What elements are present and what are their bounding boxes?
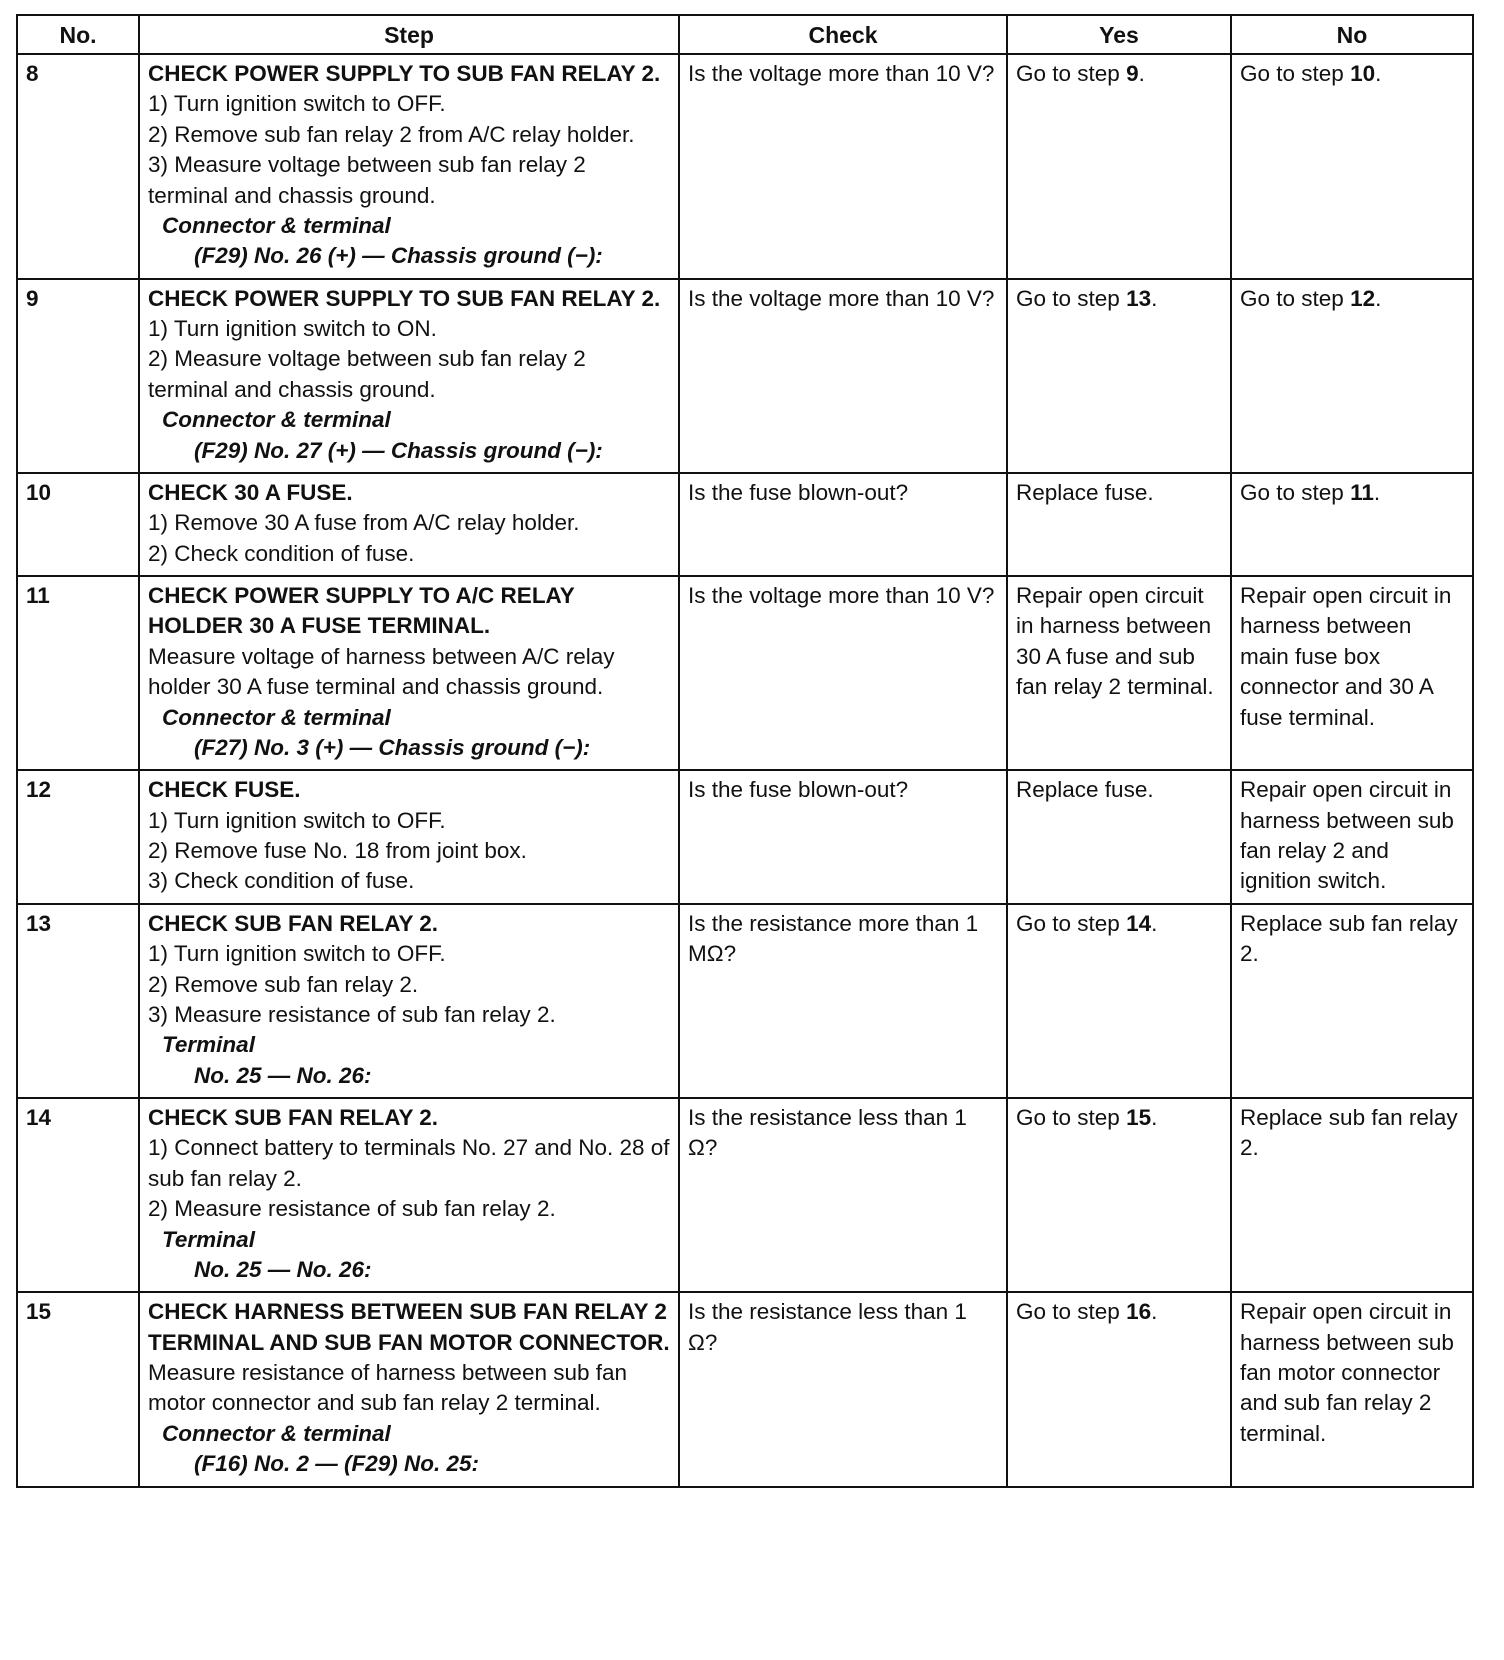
step-instruction: 1) Remove 30 A fuse from A/C relay holder.	[148, 510, 580, 536]
step-number	[17, 904, 139, 1098]
answer-text: Replace fuse.	[1016, 777, 1154, 803]
yes-cell	[1007, 576, 1231, 770]
no-text	[1240, 286, 1381, 311]
step-instruction: 3) Measure resistance of sub fan relay 2.	[148, 1001, 556, 1027]
check-text: Is the fuse blown-out?	[688, 777, 909, 803]
connector-value: No. 25 — No. 26:	[194, 1256, 372, 1282]
no-text	[1240, 911, 1458, 966]
table-row-step-9	[17, 279, 1473, 473]
step-lines	[148, 508, 670, 569]
step-number	[17, 1292, 139, 1486]
answer-step-ref: 16	[1126, 1299, 1152, 1325]
answer-text: Go to step	[1016, 1105, 1127, 1131]
step-title: CHECK SUB FAN RELAY 2.	[148, 910, 439, 936]
step-instruction: 1) Turn ignition switch to OFF.	[148, 941, 446, 967]
answer-step-ref: 14	[1126, 910, 1152, 936]
step-instruction: 1) Turn ignition switch to ON.	[148, 316, 437, 342]
answer-text: Go to step	[1016, 61, 1127, 87]
step-instruction: 2) Remove sub fan relay 2 from A/C relay holder.	[148, 121, 635, 147]
step-title: CHECK POWER SUPPLY TO A/C RELAY HOLDER 30 A FUSE TERMINAL.	[148, 583, 575, 639]
step-number-text: 9	[26, 285, 39, 311]
answer-text: Repair open circuit in harness between main fuse box connector and 30 A fuse terminal.	[1240, 583, 1452, 730]
step-instruction: 2) Measure resistance of sub fan relay 2.	[148, 1196, 556, 1222]
table-row-step-8	[17, 54, 1473, 279]
yes-text	[1016, 61, 1145, 86]
step-number	[17, 54, 139, 279]
check-cell	[679, 279, 1007, 473]
answer-text: Replace fuse.	[1016, 479, 1154, 505]
check-cell	[679, 576, 1007, 770]
yes-text	[1016, 286, 1157, 311]
check-cell	[679, 1292, 1007, 1486]
step-number	[17, 279, 139, 473]
header-yes: Yes	[1007, 15, 1231, 54]
step-number-text: 8	[26, 61, 39, 87]
answer-end: .	[1151, 285, 1158, 311]
answer-text: Go to step	[1016, 910, 1127, 936]
step-cell	[139, 576, 679, 770]
check-text: Is the voltage more than 10 V?	[688, 583, 995, 609]
answer-step-ref: 11	[1350, 479, 1374, 505]
connector-label: Terminal	[162, 1032, 255, 1058]
step-lines	[148, 806, 670, 897]
step-cell	[139, 54, 679, 279]
answer-step-ref: 9	[1126, 61, 1139, 87]
table-row-step-12	[17, 770, 1473, 904]
step-cell	[139, 1098, 679, 1292]
connector-label: Connector & terminal	[162, 407, 391, 433]
diagnostic-table	[16, 14, 1474, 1488]
table-row-step-11	[17, 576, 1473, 770]
step-instruction: 2) Remove fuse No. 18 from joint box.	[148, 838, 527, 864]
step-instruction: Measure voltage of harness between A/C relay holder 30 A fuse terminal and chassis ground.	[148, 643, 615, 700]
no-text	[1240, 61, 1381, 86]
table-row-step-14	[17, 1098, 1473, 1292]
step-lines	[148, 642, 670, 703]
no-text	[1240, 1105, 1458, 1160]
step-lines	[148, 1133, 670, 1224]
check-cell	[679, 770, 1007, 904]
answer-text: Go to step	[1016, 1299, 1127, 1325]
no-text	[1240, 583, 1451, 730]
connector-label: Connector & terminal	[162, 1420, 391, 1446]
header-row	[17, 15, 1473, 54]
answer-end: .	[1373, 479, 1381, 505]
answer-step-ref: 15	[1126, 1105, 1152, 1131]
connector-value: No. 25 — No. 26:	[194, 1062, 372, 1088]
table-row-step-15	[17, 1292, 1473, 1486]
answer-text: Replace sub fan relay 2.	[1240, 1105, 1458, 1161]
step-number-text: 10	[26, 479, 52, 505]
answer-text: Go to step	[1016, 285, 1127, 311]
check-cell	[679, 1098, 1007, 1292]
yes-text	[1016, 480, 1154, 505]
yes-cell	[1007, 904, 1231, 1098]
yes-text	[1016, 777, 1154, 802]
answer-text: Go to step	[1240, 285, 1351, 311]
no-text	[1240, 1299, 1454, 1446]
yes-cell	[1007, 1098, 1231, 1292]
no-cell	[1231, 770, 1473, 904]
answer-text: Repair open circuit in harness between sub fan motor connector and sub fan relay 2 terminal.	[1240, 1299, 1454, 1446]
answer-text: Go to step	[1240, 479, 1351, 505]
connector-value: (F29) No. 26 (+) — Chassis ground (−):	[194, 243, 603, 269]
yes-cell	[1007, 473, 1231, 576]
step-instruction: 1) Turn ignition switch to OFF.	[148, 807, 446, 833]
step-cell	[139, 279, 679, 473]
no-text	[1240, 480, 1380, 505]
connector-label: Connector & terminal	[162, 704, 391, 730]
table-row-step-10	[17, 473, 1473, 576]
step-cell	[139, 1292, 679, 1486]
step-instruction: 1) Connect battery to terminals No. 27 and No. 28 of sub fan relay 2.	[148, 1135, 670, 1191]
step-title: CHECK POWER SUPPLY TO SUB FAN RELAY 2.	[148, 285, 661, 311]
answer-end: .	[1138, 61, 1145, 87]
step-cell	[139, 473, 679, 576]
no-cell	[1231, 904, 1473, 1098]
check-text: Is the resistance less than 1 Ω?	[688, 1105, 967, 1161]
answer-end: .	[1375, 285, 1382, 311]
step-instruction: 1) Turn ignition switch to OFF.	[148, 91, 446, 117]
answer-end: .	[1151, 1299, 1158, 1325]
answer-step-ref: 13	[1126, 285, 1152, 311]
step-title: CHECK HARNESS BETWEEN SUB FAN RELAY 2 TERMINAL AND SUB FAN MOTOR CONNECTOR.	[148, 1299, 670, 1355]
check-text: Is the voltage more than 10 V?	[688, 285, 995, 311]
no-cell	[1231, 576, 1473, 770]
connector-label: Connector & terminal	[162, 212, 391, 238]
step-title: CHECK SUB FAN RELAY 2.	[148, 1105, 439, 1131]
answer-text: Replace sub fan relay 2.	[1240, 910, 1458, 967]
header-no: No.	[17, 15, 139, 54]
no-text	[1240, 777, 1454, 893]
yes-text	[1016, 583, 1214, 699]
check-cell	[679, 904, 1007, 1098]
check-text: Is the voltage more than 10 V?	[688, 61, 995, 87]
check-text: Is the fuse blown-out?	[688, 479, 909, 505]
step-instruction: 2) Check condition of fuse.	[148, 540, 415, 566]
step-cell	[139, 904, 679, 1098]
no-cell	[1231, 1098, 1473, 1292]
step-number	[17, 1098, 139, 1292]
table-row-step-13	[17, 904, 1473, 1098]
connector-label: Terminal	[162, 1226, 255, 1252]
step-lines	[148, 314, 670, 405]
connector-value: (F16) No. 2 — (F29) No. 25:	[194, 1451, 480, 1477]
step-number	[17, 473, 139, 576]
step-instruction: 3) Check condition of fuse.	[148, 868, 415, 894]
answer-step-ref: 10	[1350, 61, 1376, 87]
connector-value: (F27) No. 3 (+) — Chassis ground (−):	[194, 734, 591, 760]
step-instruction: Measure resistance of harness between sub fan motor connector and sub fan relay 2 terminal.	[148, 1360, 628, 1416]
no-cell	[1231, 1292, 1473, 1486]
step-number-text: 14	[26, 1105, 52, 1131]
yes-text	[1016, 911, 1157, 936]
answer-step-ref: 12	[1350, 285, 1376, 311]
yes-text	[1016, 1299, 1157, 1324]
step-title: CHECK 30 A FUSE.	[148, 479, 353, 505]
step-number-text: 13	[26, 910, 52, 936]
table-body	[17, 54, 1473, 1487]
step-number-text: 12	[26, 777, 52, 803]
step-lines	[148, 1358, 670, 1419]
step-number-text: 15	[26, 1299, 52, 1325]
step-number-text: 11	[26, 583, 50, 609]
no-cell	[1231, 54, 1473, 279]
step-instruction: 2) Remove sub fan relay 2.	[148, 971, 419, 997]
step-cell	[139, 770, 679, 904]
header-step: Step	[139, 15, 679, 54]
no-cell	[1231, 279, 1473, 473]
check-cell	[679, 54, 1007, 279]
header-check: Check	[679, 15, 1007, 54]
yes-cell	[1007, 54, 1231, 279]
answer-end: .	[1375, 61, 1382, 87]
check-text: Is the resistance more than 1 MΩ?	[688, 910, 979, 967]
header-no-answer: No	[1231, 15, 1473, 54]
yes-cell	[1007, 279, 1231, 473]
answer-text: Go to step	[1240, 61, 1351, 87]
step-title: CHECK FUSE.	[148, 777, 301, 803]
step-lines	[148, 939, 670, 1030]
yes-text	[1016, 1105, 1157, 1130]
step-lines	[148, 89, 670, 211]
connector-value: (F29) No. 27 (+) — Chassis ground (−):	[194, 437, 603, 463]
check-cell	[679, 473, 1007, 576]
answer-end: .	[1151, 1105, 1158, 1131]
step-title: CHECK POWER SUPPLY TO SUB FAN RELAY 2.	[148, 61, 661, 87]
check-text: Is the resistance less than 1 Ω?	[688, 1299, 967, 1355]
answer-text: Repair open circuit in harness between sub fan relay 2 and ignition switch.	[1240, 777, 1454, 894]
yes-cell	[1007, 770, 1231, 904]
step-instruction: 3) Measure voltage between sub fan relay 2 terminal and chassis ground.	[148, 152, 586, 208]
step-number	[17, 770, 139, 904]
step-instruction: 2) Measure voltage between sub fan relay 2 terminal and chassis ground.	[148, 346, 586, 402]
no-cell	[1231, 473, 1473, 576]
answer-end: .	[1151, 910, 1158, 936]
step-number	[17, 576, 139, 770]
yes-cell	[1007, 1292, 1231, 1486]
answer-text: Repair open circuit in harness between 30 A fuse and sub fan relay 2 terminal.	[1016, 583, 1214, 700]
